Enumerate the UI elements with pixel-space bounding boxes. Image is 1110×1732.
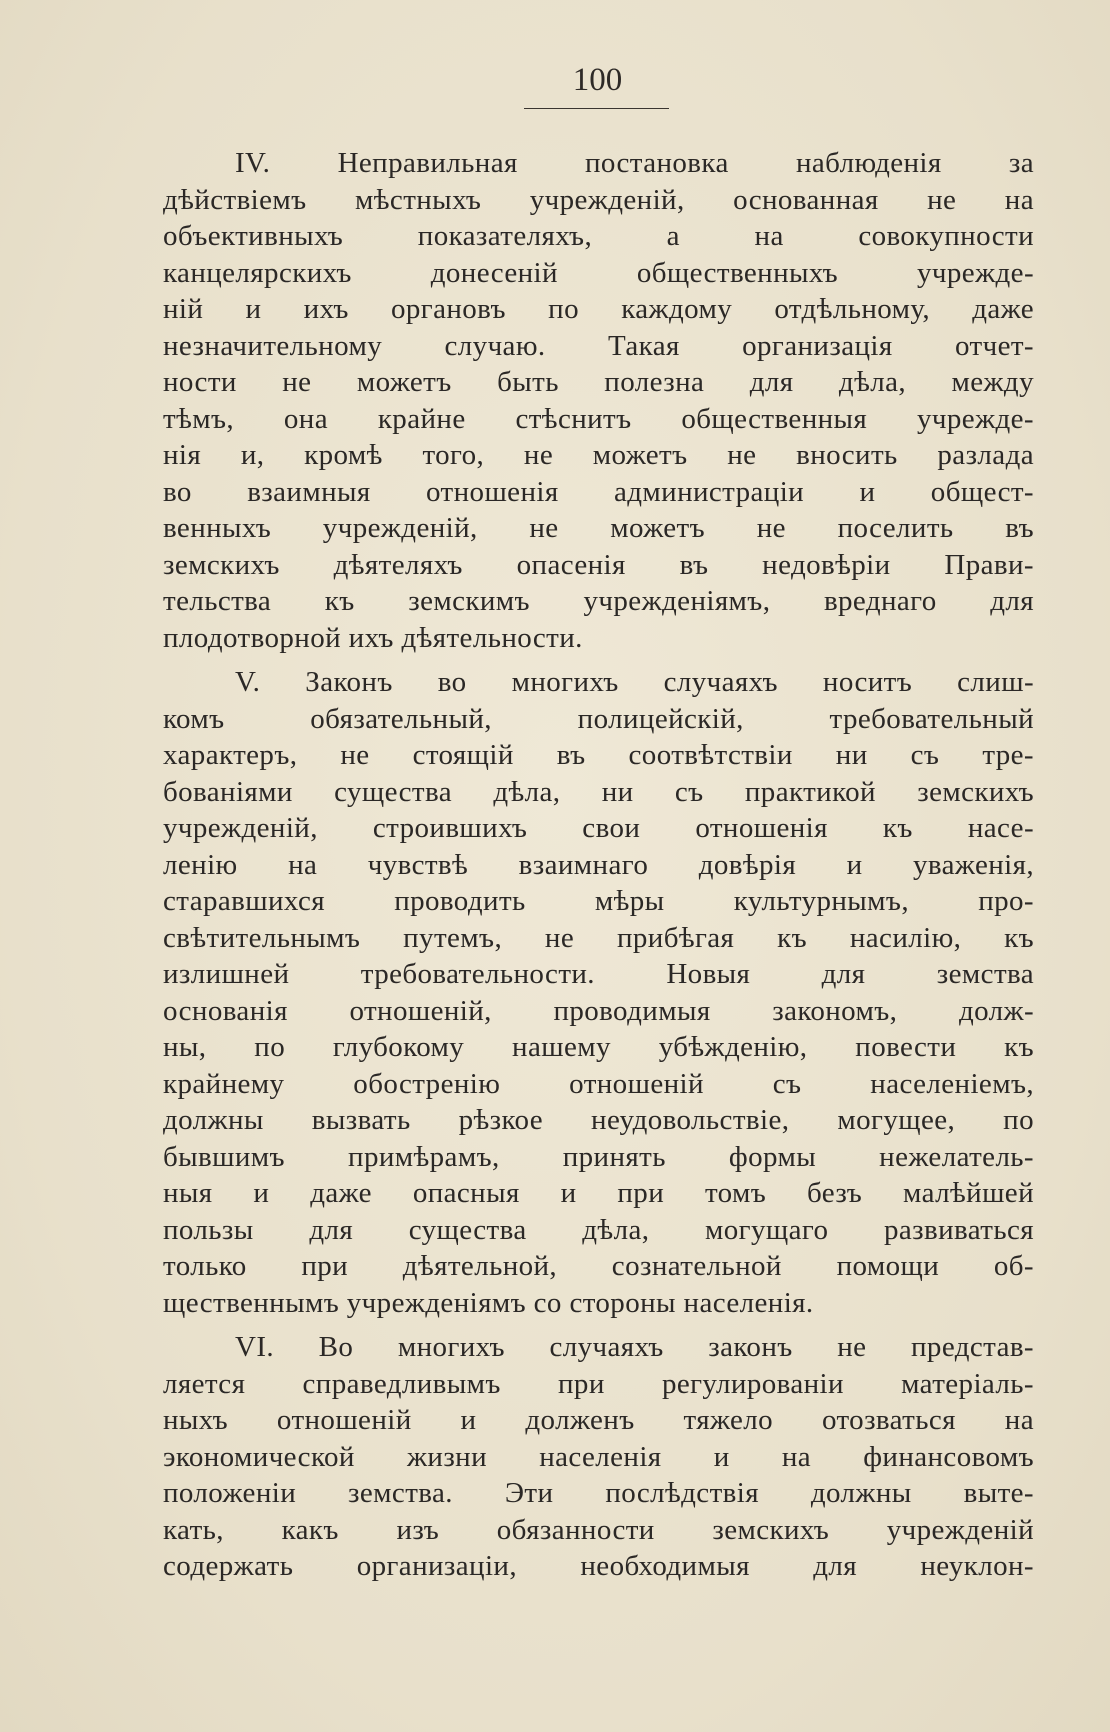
paragraph-iv (163, 145, 1034, 656)
text-line: щественнымъ учрежденіямъ со стороны населенія. (163, 1286, 814, 1319)
text-line: тельства къ земскимъ учрежденіямъ, вреднаго для (163, 585, 1034, 617)
text-line: крайнему обостренію отношеній съ населеніемъ, (163, 1067, 1034, 1100)
text-line: бывшимъ примѣрамъ, принять формы нежелатель- (163, 1140, 1034, 1173)
header-rule (524, 108, 669, 109)
text-line: ныя и даже опасныя и при томъ безъ малѣйшей (163, 1177, 1034, 1209)
text-line: содержать организаціи, необходимыя для неуклон- (163, 1550, 1034, 1582)
text-line: характеръ, не стоящій въ соотвѣтствіи ни съ тре- (163, 739, 1034, 771)
text-line: учрежденій, строившихъ свои отношенія къ насе- (163, 812, 1034, 844)
paragraph-vi (163, 1329, 1034, 1585)
text-line: объективныхъ показателяхъ, а на совокупности (163, 220, 1034, 252)
paragraph-v (163, 664, 1034, 1321)
text-line: ній и ихъ органовъ по каждому отдѣльному, даже (163, 293, 1034, 325)
text-line: ныхъ отношеній и долженъ тяжело отозваться на (163, 1404, 1034, 1436)
text-line: VI. Во многихъ случаяхъ законъ не представ- (235, 1331, 1034, 1363)
text-line: свѣтительнымъ путемъ, не прибѣгая къ насилію, къ (163, 921, 1034, 954)
text-line: незначительному случаю. Такая организація отчет- (163, 329, 1034, 362)
text-line: IV. Неправильная постановка наблюденія за (235, 147, 1034, 179)
text-line: старавшихся проводить мѣры культурнымъ, про- (163, 885, 1034, 917)
text-line: V. Законъ во многихъ случаяхъ носитъ слиш- (235, 666, 1034, 698)
page-number: 100 (572, 62, 623, 98)
body-text (163, 145, 1034, 1585)
text-line: земскихъ дѣятеляхъ опасенія въ недовѣріи Прави- (163, 548, 1034, 581)
text-line: ленію на чувствѣ взаимнаго довѣрія и уваженія, (163, 848, 1034, 881)
text-line: должны вызвать рѣзкое неудовольствіе, могущее, по (163, 1104, 1034, 1136)
text-line: ны, по глубокому нашему убѣжденію, повести къ (163, 1031, 1034, 1063)
text-line: канцелярскихъ донесеній общественныхъ учрежде- (163, 256, 1034, 289)
text-line: экономической жизни населенія и на финансовомъ (163, 1440, 1034, 1473)
text-line: излишней требовательности. Новыя для земства (163, 958, 1034, 990)
text-line: только при дѣятельной, сознательной помощи об- (163, 1250, 1034, 1282)
text-line: ляется справедливымъ при регулированіи матеріаль- (163, 1367, 1034, 1400)
text-line: дѣйствіемъ мѣстныхъ учрежденій, основанная не на (163, 183, 1034, 216)
text-line: нія и, кромѣ того, не можетъ не вносить разлада (163, 439, 1034, 471)
text-line: пользы для существа дѣла, могущаго развиваться (163, 1213, 1034, 1246)
text-line: венныхъ учрежденій, не можетъ не поселить въ (163, 512, 1034, 544)
text-line: ности не можетъ быть полезна для дѣла, между (163, 366, 1034, 398)
text-line: комъ обязательный, полицейскій, требовательный (163, 702, 1034, 735)
text-line: кать, какъ изъ обязанности земскихъ учрежденій (163, 1513, 1034, 1546)
text-line: бованіями существа дѣла, ни съ практикой земскихъ (163, 775, 1034, 808)
text-line: положеніи земства. Эти послѣдствія должны выте- (163, 1477, 1034, 1509)
text-line: тѣмъ, она крайне стѣснитъ общественныя учрежде- (163, 402, 1034, 435)
text-line: плодотворной ихъ дѣятельности. (163, 621, 583, 654)
text-line: во взаимныя отношенія администраціи и общест- (163, 475, 1034, 508)
text-line: основанія отношеній, проводимыя закономъ, долж- (163, 994, 1034, 1027)
